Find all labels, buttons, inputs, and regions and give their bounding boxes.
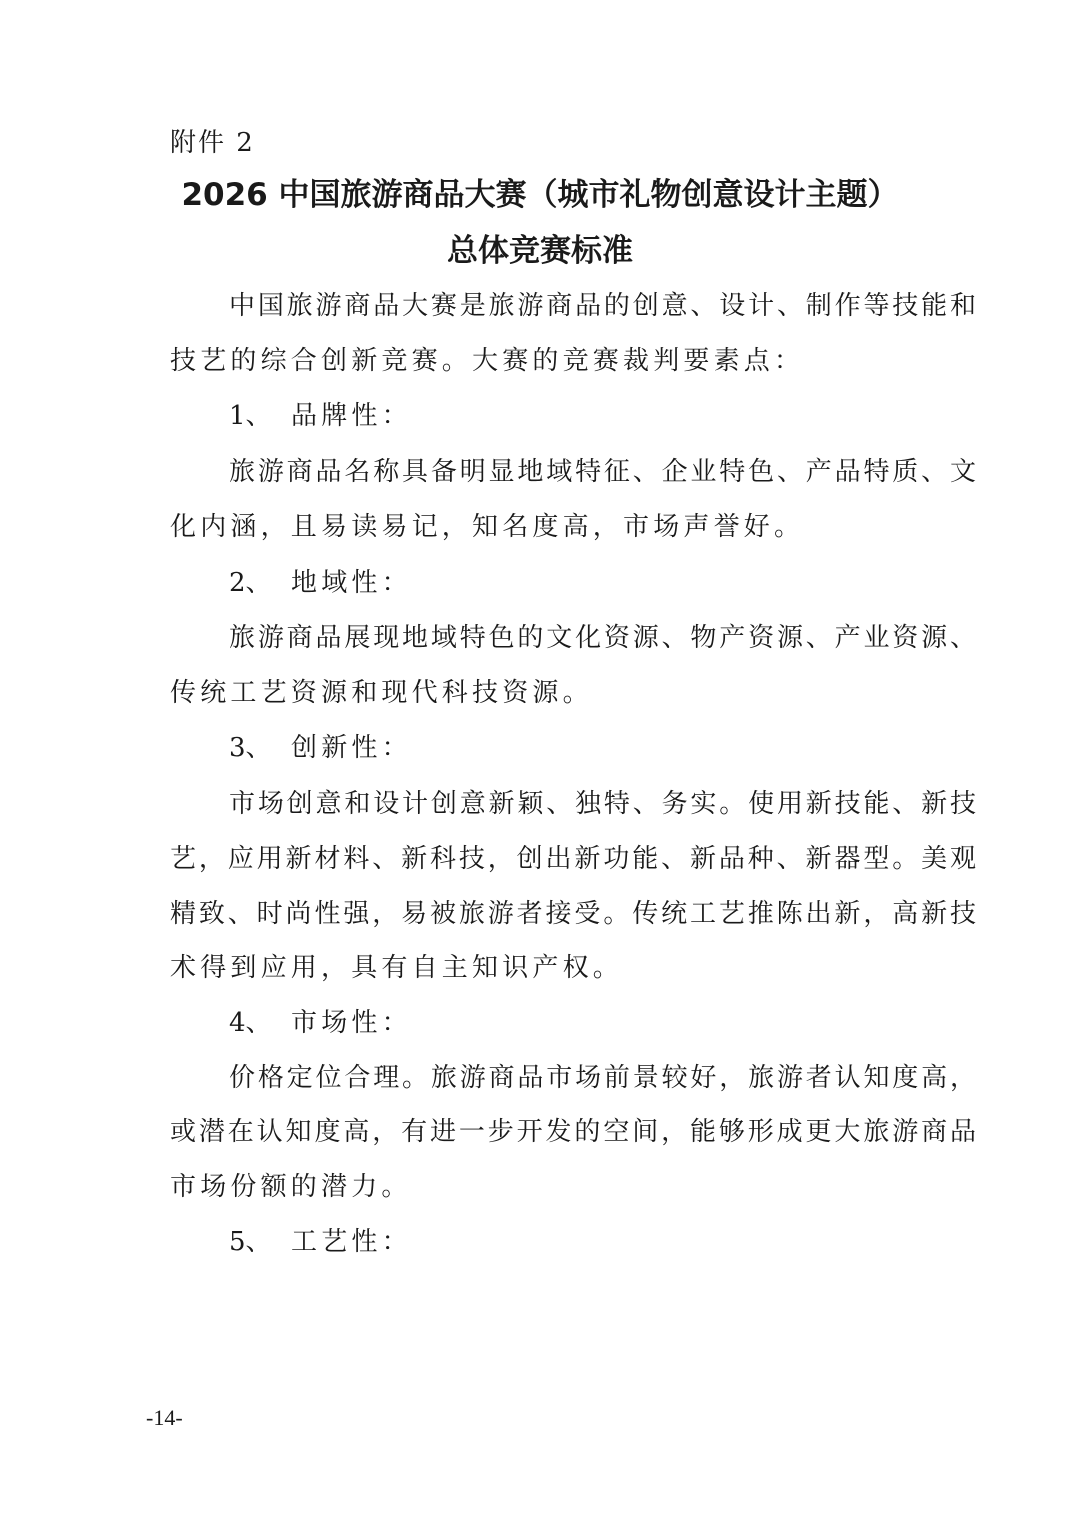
section-5-heading <box>229 1224 412 1260</box>
page-number: -14- <box>146 1405 183 1430</box>
section-3-line-3: 精致、时尚性强，易被旅游者接受。传统工艺推陈出新，高新技 <box>170 899 976 929</box>
intro-line-2: 技艺的综合创新竞赛。大赛的竞赛裁判要素点： <box>170 346 805 376</box>
section-4-heading <box>229 1005 412 1041</box>
section-2-title: 地域性： <box>291 568 412 598</box>
section-1-line-1: 旅游商品名称具备明显地域特征、企业特色、产品特质、文 <box>229 457 976 487</box>
section-2-line-1: 旅游商品展现地域特色的文化资源、物产资源、产业资源、 <box>229 623 976 653</box>
section-5-number: 5、 <box>229 1227 272 1257</box>
section-1-line-2: 化内涵，且易读易记，知名度高，市场声誉好。 <box>170 512 805 542</box>
section-1-title: 品牌性： <box>291 401 412 431</box>
section-1-heading <box>229 398 412 434</box>
intro-line-1: 中国旅游商品大赛是旅游商品的创意、设计、制作等技能和 <box>229 291 976 321</box>
section-4-line-3: 市场份额的潜力。 <box>170 1172 412 1202</box>
section-2-heading <box>229 565 412 601</box>
section-3-number: 3、 <box>229 733 272 763</box>
section-4-title: 市场性： <box>291 1008 412 1038</box>
section-5-title: 工艺性： <box>291 1227 412 1257</box>
section-2-line-2: 传统工艺资源和现代科技资源。 <box>170 678 593 708</box>
section-4-number: 4、 <box>229 1008 272 1038</box>
section-2-number: 2、 <box>229 568 272 598</box>
section-3-title: 创新性： <box>291 733 412 763</box>
section-4-line-1: 价格定位合理。旅游商品市场前景较好，旅游者认知度高， <box>229 1063 976 1093</box>
section-4-line-2: 或潜在认知度高，有进一步开发的空间，能够形成更大旅游商品 <box>170 1117 976 1147</box>
document-title-line-2: 总体竞赛标准 <box>447 233 633 269</box>
section-3-line-1: 市场创意和设计创意新颖、独特、务实。使用新技能、新技 <box>229 789 976 819</box>
attachment-label: 附件 2 <box>170 128 255 158</box>
section-3-line-2: 艺，应用新材料、新科技，创出新功能、新品种、新器型。美观 <box>170 844 976 874</box>
section-3-heading <box>229 730 412 766</box>
document-title-line-1: 2026 中国旅游商品大赛（城市礼物创意设计主题） <box>181 177 899 213</box>
section-1-number: 1、 <box>229 401 272 431</box>
section-3-line-4: 术得到应用，具有自主知识产权。 <box>170 953 624 983</box>
